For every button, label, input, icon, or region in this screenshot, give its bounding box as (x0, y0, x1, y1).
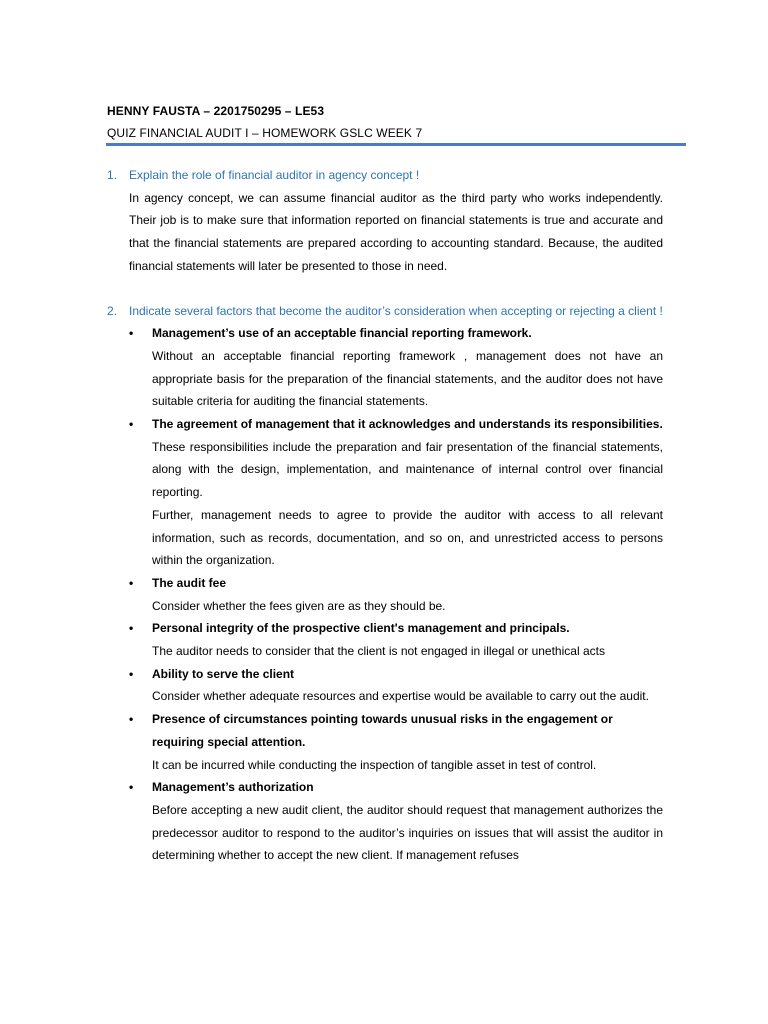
bullet-icon: • (129, 621, 134, 636)
list-item-title: Personal integrity of the prospective client's management and principals. (152, 621, 570, 636)
list-item-desc: Further, management needs to agree to provide the auditor with access to all relevant information, such as records, documentation, and so on, and unrestricted access to persons within the organization. (152, 507, 663, 568)
list-item-desc: The auditor needs to consider that the client is not engaged in illegal or unethical acts (152, 644, 605, 659)
list-item (129, 663, 663, 708)
list-item (129, 617, 663, 662)
list-item-desc: These responsibilities include the preparation and fair presentation of the financial statements, along with the design, implementation, and maintenance of internal control over financial reporting. (152, 439, 663, 500)
question-number: 2. (107, 303, 118, 318)
question-2 (107, 300, 663, 323)
list-item-desc: Without an acceptable financial reporting framework , management does not have an appropriate basis for the preparation of the financial statements, and the auditor does not have suitable criteria for auditing the financial statements. (152, 348, 663, 409)
list-item (129, 572, 663, 617)
bullet-icon: • (129, 666, 134, 681)
list-item-desc: Consider whether the fees given are as they should be. (152, 598, 446, 613)
document-title: QUIZ FINANCIAL AUDIT I – HOMEWORK GSLC WEEK 7 (107, 126, 423, 140)
bullet-icon: • (129, 575, 134, 590)
question-text: Indicate several factors that become the auditor’s consideration when accepting or rejecting a client ! (129, 303, 663, 318)
list-item (129, 322, 663, 413)
list-item-title: Ability to serve the client (152, 666, 295, 681)
answer-1: In agency concept, we can assume financial auditor as the third party who works independently. Their job is to make sure that information reported on financial statements is true and accurate and that the financial statements are prepared according to accounting standard. Because, the audited financial statements will later be presented to those in need. (129, 190, 663, 273)
bullet-icon: • (129, 417, 134, 432)
header-divider (106, 143, 686, 146)
list-item-title: The audit fee (152, 575, 227, 590)
document-header (107, 100, 687, 144)
document-body (107, 164, 663, 867)
question-number: 1. (107, 168, 118, 182)
factors-list (107, 322, 663, 867)
question-text: Explain the role of financial auditor in agency concept ! (129, 168, 420, 182)
author-line: HENNY FAUSTA – 2201750295 – LE53 (107, 104, 325, 118)
list-item-desc: It can be incurred while conducting the inspection of tangible asset in test of control. (152, 757, 597, 772)
bullet-icon: • (129, 780, 134, 795)
bullet-icon: • (129, 712, 134, 727)
question-1 (107, 164, 663, 187)
list-item-title: Management’s authorization (152, 780, 314, 795)
list-item-title: Presence of circumstances pointing towards unusual risks in the engagement or requiring special attention. (152, 712, 613, 749)
list-item (129, 776, 663, 867)
list-item-desc: Before accepting a new audit client, the auditor should request that management authorizes the predecessor auditor to respond to the auditor’s inquiries on issues that will assist the auditor in determining whether to accept the new client. If management refuses (152, 802, 663, 863)
list-item (129, 413, 663, 572)
bullet-icon: • (129, 326, 134, 341)
list-item-desc: Consider whether adequate resources and expertise would be available to carry out the audit. (152, 689, 649, 704)
paragraph-gap (107, 278, 663, 300)
list-item-title: Management’s use of an acceptable financial reporting framework. (152, 326, 532, 341)
list-item (129, 708, 663, 776)
list-item-title: The agreement of management that it acknowledges and understands its responsibilities. (152, 417, 663, 432)
